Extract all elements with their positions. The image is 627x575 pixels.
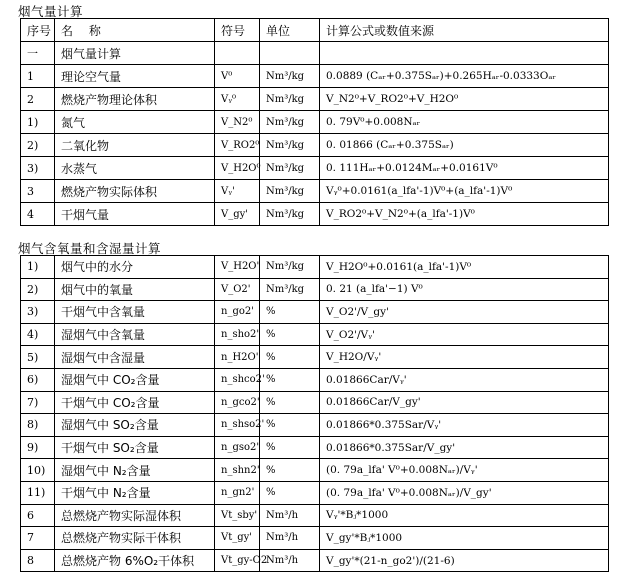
row-unit: % [260,323,320,346]
table-row [21,481,609,504]
row-formula: 0.01866Car/V_gy' [320,391,609,414]
row-number: 3) [21,301,55,324]
row-unit: % [260,301,320,324]
row-symbol: n_sho2' [215,323,260,346]
row-formula: V_gy'*(21-n_go2')/(21-6) [320,549,609,572]
row-name: 烟气量计算 [55,42,215,65]
row-unit: Nm³/kg [260,88,320,111]
row-number: 1) [21,256,55,279]
header-cell: 名 称 [55,19,215,42]
row-unit: Nm³/kg [260,157,320,180]
section-title-oxygen-moisture: 烟气含氧量和含湿量计算 [18,241,162,256]
row-number: 8) [21,414,55,437]
row-number: 6) [21,368,55,391]
table-row [21,157,609,180]
row-name: 燃烧产物实际体积 [55,180,215,203]
flue-gas-table [20,18,609,226]
row-unit: % [260,346,320,369]
row-unit: Nm³/kg [260,134,320,157]
row-name: 湿烟气中 N₂含量 [55,459,215,482]
row-number: 2) [21,278,55,301]
row-symbol: n_gn2' [215,481,260,504]
row-formula: 0. 01866 (Cₐᵣ+0.375Sₐᵣ) [320,134,609,157]
row-unit: Nm³/kg [260,203,320,226]
row-formula [320,42,609,65]
row-number: 8 [21,549,55,572]
table-row [21,203,609,226]
row-formula: V_O2'/V_gy' [320,301,609,324]
row-unit: % [260,481,320,504]
row-number: 9) [21,436,55,459]
row-unit: Nm³/kg [260,180,320,203]
table-row [21,549,609,572]
row-number: 2) [21,134,55,157]
table-row [21,278,609,301]
row-symbol: Vt_gy-O2 [215,549,260,572]
row-name: 燃烧产物理论体积 [55,88,215,111]
row-number: 7) [21,391,55,414]
row-unit: % [260,414,320,437]
row-formula: V_RO2⁰+V_N2⁰+(a_lfa'-1)V⁰ [320,203,609,226]
table-row [21,414,609,437]
row-symbol: n_go2' [215,301,260,324]
table-row [21,65,609,88]
row-unit: Nm³/kg [260,256,320,279]
row-formula: V_H2O/Vᵧ' [320,346,609,369]
row-formula: 0.01866Car/Vᵧ' [320,368,609,391]
row-symbol: V_H2O⁰ [215,157,260,180]
row-symbol: Vt_sby' [215,504,260,527]
row-unit: % [260,436,320,459]
row-name: 湿烟气中含氧量 [55,323,215,346]
row-name: 干烟气中 SO₂含量 [55,436,215,459]
row-symbol: n_gco2' [215,391,260,414]
row-symbol: V_RO2⁰ [215,134,260,157]
row-formula: 0.01866*0.375Sar/Vᵧ' [320,414,609,437]
row-number: 4) [21,323,55,346]
row-name: 理论空气量 [55,65,215,88]
oxygen-moisture-table-body [21,256,609,572]
table-row [21,88,609,111]
row-name: 总燃烧产物实际湿体积 [55,504,215,527]
table-row [21,504,609,527]
row-symbol: Vt_gy' [215,527,260,550]
row-number: 10) [21,459,55,482]
row-number: 11) [21,481,55,504]
table-row [21,391,609,414]
row-unit: % [260,391,320,414]
row-symbol: n_shso2' [215,414,260,437]
header-cell: 符号 [215,19,260,42]
row-number: 1 [21,65,55,88]
table-header-row [21,19,609,42]
row-unit: Nm³/h [260,527,320,550]
row-name: 湿烟气中 CO₂含量 [55,368,215,391]
row-name: 总燃烧产物实际干体积 [55,527,215,550]
row-name: 干烟气中 CO₂含量 [55,391,215,414]
row-formula: V_O2'/Vᵧ' [320,323,609,346]
row-number: 6 [21,504,55,527]
row-formula: (0. 79a_lfa' V⁰+0.008Nₐᵣ)/V_gy' [320,481,609,504]
row-symbol: Vᵧ' [215,180,260,203]
row-symbol: Vᵧ⁰ [215,88,260,111]
row-name: 干烟气量 [55,203,215,226]
table-row [21,346,609,369]
section-title-flue-gas: 烟气量计算 [18,4,84,19]
row-unit: Nm³/kg [260,65,320,88]
table-row [21,256,609,279]
row-symbol: V⁰ [215,65,260,88]
header-cell: 计算公式或数值来源 [320,19,609,42]
row-number: 3 [21,180,55,203]
row-formula: 0.01866*0.375Sar/V_gy' [320,436,609,459]
row-name: 水蒸气 [55,157,215,180]
row-name: 烟气中的水分 [55,256,215,279]
row-unit: % [260,368,320,391]
row-name: 干烟气中 N₂含量 [55,481,215,504]
row-formula: V_H2O⁰+0.0161(a_lfa'-1)V⁰ [320,256,609,279]
row-name: 湿烟气中含湿量 [55,346,215,369]
row-name: 湿烟气中 SO₂含量 [55,414,215,437]
table-row [21,134,609,157]
row-unit: Nm³/kg [260,278,320,301]
row-number: 5) [21,346,55,369]
row-unit [260,42,320,65]
table-row [21,180,609,203]
row-formula: V_gy'*Bⱼ*1000 [320,527,609,550]
row-number: 3) [21,157,55,180]
header-cell: 单位 [260,19,320,42]
row-number: 7 [21,527,55,550]
row-symbol: n_shco2' [215,368,260,391]
table-row [21,111,609,134]
row-name: 烟气中的氧量 [55,278,215,301]
row-number: 4 [21,203,55,226]
row-formula: 0. 79V⁰+0.008Nₐᵣ [320,111,609,134]
row-formula: Vᵧ'*Bⱼ*1000 [320,504,609,527]
row-formula: V_N2⁰+V_RO2⁰+V_H2O⁰ [320,88,609,111]
table-row [21,436,609,459]
row-formula: (0. 79a_lfa' V⁰+0.008Nₐᵣ)/Vᵧ' [320,459,609,482]
row-formula: 0. 111Hₐᵣ+0.0124Mₐᵣ+0.0161V⁰ [320,157,609,180]
row-unit: % [260,459,320,482]
flue-gas-table-body [21,19,609,226]
oxygen-moisture-table [20,255,609,572]
row-symbol: n_H2O' [215,346,260,369]
row-number: 一 [21,42,55,65]
header-cell: 序号 [21,19,55,42]
row-symbol: V_H2O' [215,256,260,279]
table-row [21,368,609,391]
row-unit: Nm³/kg [260,111,320,134]
row-symbol: n_gso2' [215,436,260,459]
table-row [21,301,609,324]
row-number: 2 [21,88,55,111]
table-row [21,459,609,482]
row-name: 干烟气中含氧量 [55,301,215,324]
row-number: 1) [21,111,55,134]
row-formula: 0. 21 (a_lfa'−1) V⁰ [320,278,609,301]
row-formula: 0.0889 (Cₐᵣ+0.375Sₐᵣ)+0.265Hₐᵣ-0.0333Oₐᵣ [320,65,609,88]
table-row [21,323,609,346]
row-name: 二氧化物 [55,134,215,157]
row-unit: Nm³/h [260,504,320,527]
row-name: 氮气 [55,111,215,134]
row-formula: Vᵧ⁰+0.0161(a_lfa'-1)V⁰+(a_lfa'-1)V⁰ [320,180,609,203]
row-symbol: n_shn2' [215,459,260,482]
row-symbol: V_gy' [215,203,260,226]
row-symbol [215,42,260,65]
row-unit: Nm³/h [260,549,320,572]
row-name: 总燃烧产物 6%O₂干体积 [55,549,215,572]
row-symbol: V_O2' [215,278,260,301]
row-symbol: V_N2⁰ [215,111,260,134]
table-row [21,42,609,65]
table-row [21,527,609,550]
